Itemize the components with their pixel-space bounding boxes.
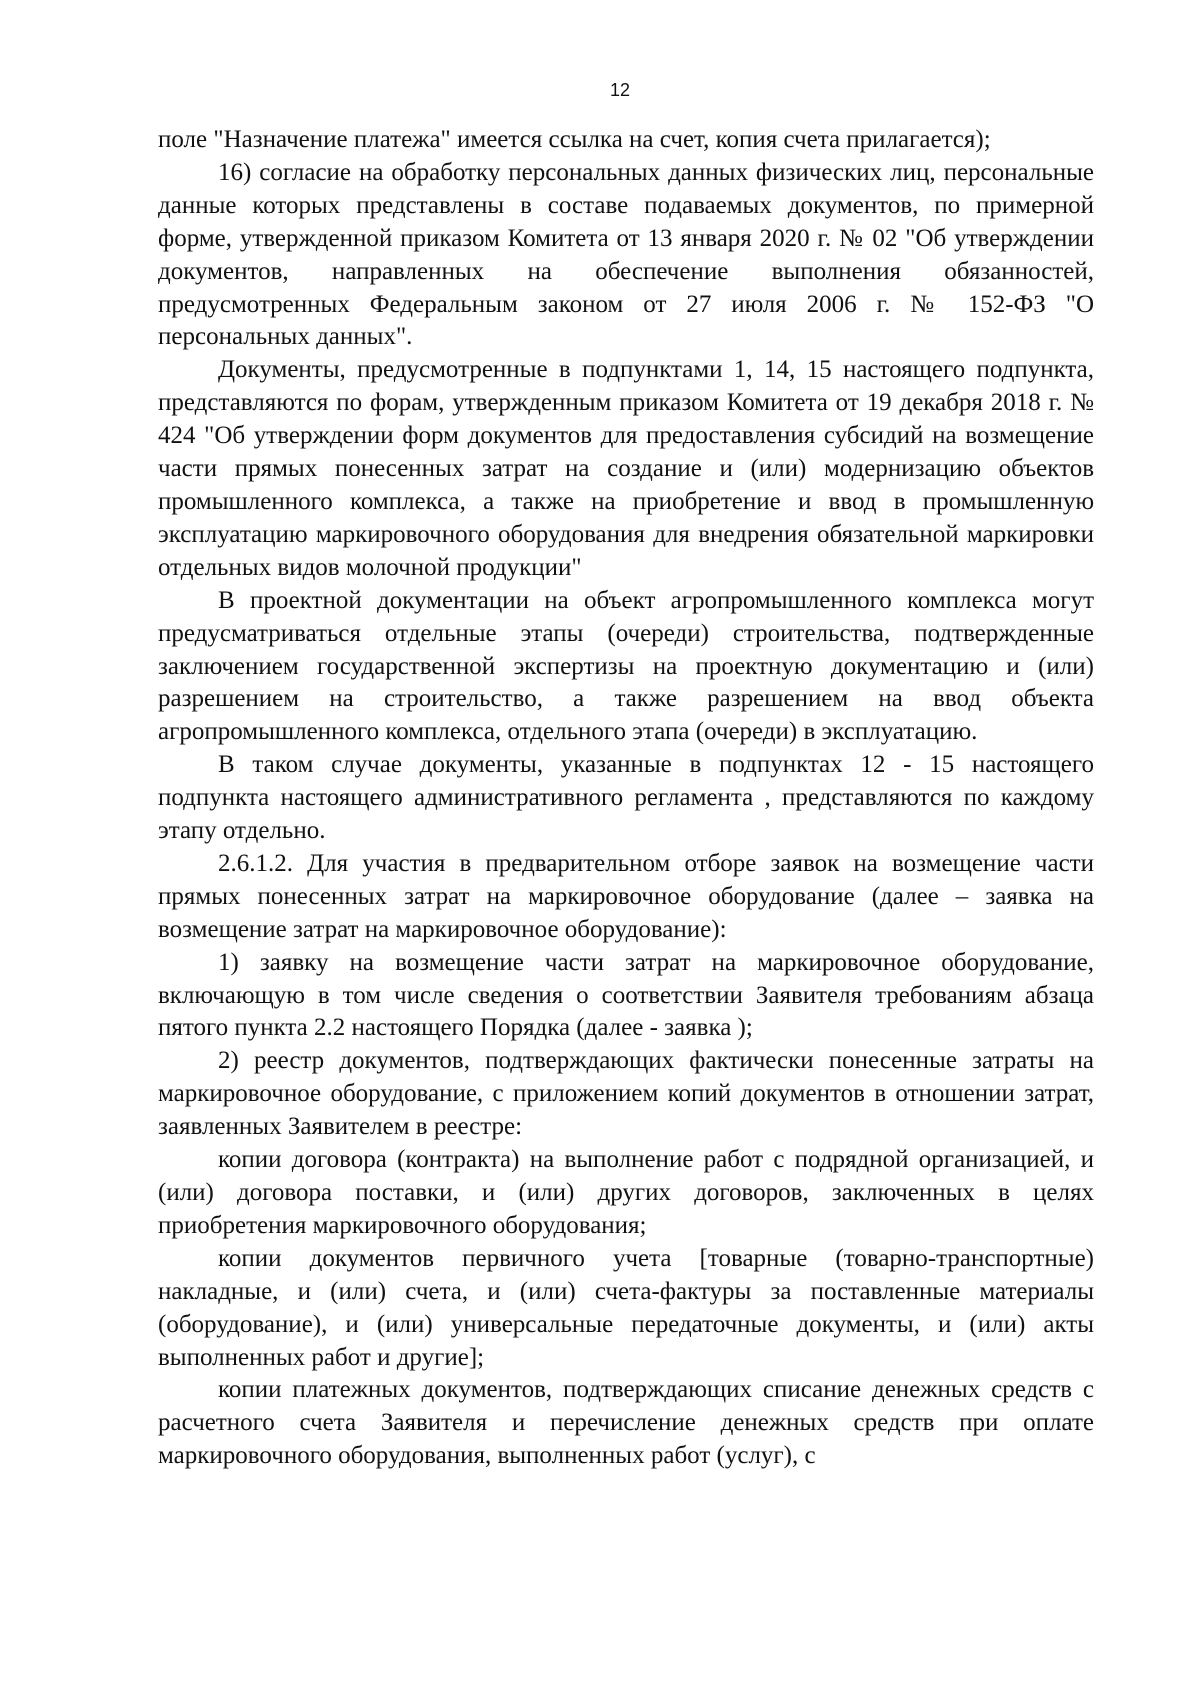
paragraph: копии договора (контракта) на выполнение работ с подрядной организацией, и (или) договора поставки, и (или) других договоров, заключенных в целях приобретения маркировочного оборудования; [158, 1146, 1094, 1239]
paragraph: Документы, предусмотренные в подпунктами 1, 14, 15 настоящего подпункта, представляются по форам, утвержденным приказом Комитета от 19 декабря 2018 г. № 424 "Об утверждении форм документов для предоставления субсидий на возмещение части прямых понесенных затрат на создание и (или) модернизацию объектов промышленного комплекса, а также на приобретение и ввод в промышленную эксплуатацию маркировочного оборудования для внедрения обязательной маркировки отдельных видов молочной продукции" [158, 356, 1094, 581]
paragraph: копии документов первичного учета [товарные (товарно-транспортные) накладные, и (или) счета, и (или) счета-фактуры за поставленные материалы (оборудование), и (или) универсальные передаточные документы, и (или) акты выполненных работ и другие]; [158, 1244, 1094, 1371]
page-number: 12 [609, 80, 631, 100]
paragraph: В проектной документации на объект агропромышленного комплекса могут предусматриваться отдельные этапы (очереди) строительства, подтвержденные заключением государственной экспертизы на проектную документацию и (или) разрешением на строительство, а также разрешением на ввод объекта агропромышленного комплекса, отдельного этапа (очереди) в эксплуатацию. [158, 586, 1094, 746]
paragraph: В таком случае документы, указанные в подпунктах 12 - 15 настоящего подпункта настоящего административного регламента , представляются по каждому этапу отдельно. [158, 751, 1094, 845]
paragraph: копии платежных документов, подтверждающих списание денежных средств с расчетного счета Заявителя и перечисление денежных средств при оплате маркировочного оборудования, выполненных работ (услуг), с [158, 1376, 1094, 1470]
paragraph: поле "Назначение платежа" имеется ссылка на счет, копия счета прилагается); [158, 126, 991, 153]
paragraph: 16) согласие на обработку персональных данных физических лиц, персональные данные которых представлены в составе подаваемых документов, по примерной форме, утвержденной приказом Комитета от 13 января 2020 г. № 02 "Об утверждении документов, направленных на обеспечение выполнения обязанностей, предусмотренных Федеральным законом от 27 июля 2006 г. № 152-ФЗ "О персональных данных". [158, 158, 1094, 351]
paragraph: 2.6.1.2. Для участия в предварительном отборе заявок на возмещение части прямых понесенных затрат на маркировочное оборудование (далее – заявка на возмещение затрат на маркировочное оборудование): [158, 849, 1094, 943]
document-body [158, 124, 1094, 1473]
paragraph: 2) реестр документов, подтверждающих фактически понесенные затраты на маркировочное оборудование, с приложением копий документов в отношении затрат, заявленных Заявителем в реестре: [158, 1047, 1094, 1141]
paragraph: 1) заявку на возмещение части затрат на маркировочное оборудование, включающую в том числе сведения о соответствии Заявителя требованиям абзаца пятого пункта 2.2 настоящего Порядка (далее - заявка ); [158, 948, 1094, 1042]
